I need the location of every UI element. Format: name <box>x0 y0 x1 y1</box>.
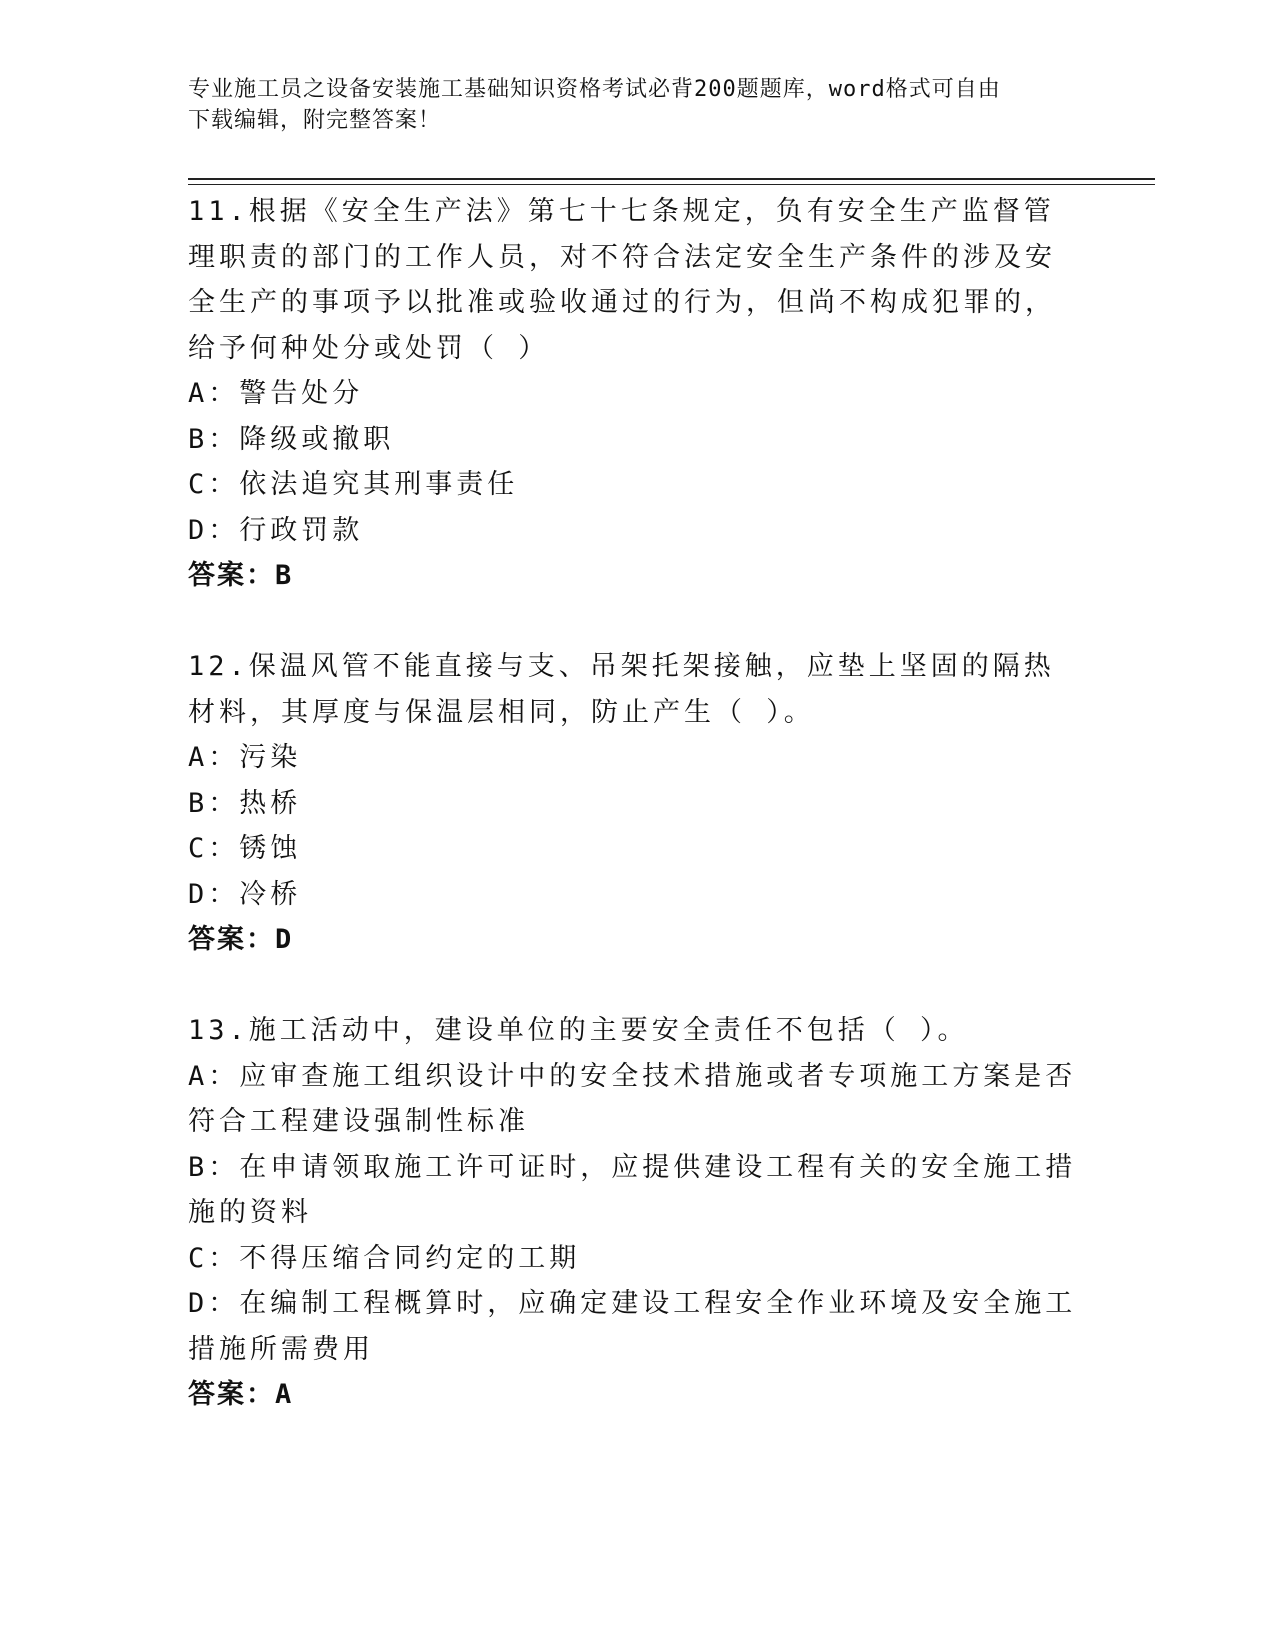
question-stem: 12.保温风管不能直接与支、吊架托架接触，应垫上坚固的隔热材料，其厚度与保温层相同，防止产生（ ）。 <box>188 651 1055 728</box>
option-c: C：不得压缩合同约定的工期 <box>188 1242 581 1274</box>
question-stem: 13.施工活动中，建设单位的主要安全责任不包括（ ）。 <box>188 1015 969 1046</box>
header-note <box>188 74 1068 136</box>
answer: 答案：D <box>188 924 294 955</box>
answer: 答案：A <box>188 1379 294 1410</box>
option-d: D：行政罚款 <box>188 514 364 546</box>
option-b: B：在申请领取施工许可证时，应提供建设工程有关的安全施工措施的资料 <box>188 1151 1077 1228</box>
option-d: D：冷桥 <box>188 878 302 910</box>
question-stem: 11.根据《安全生产法》第七十七条规定，负有安全生产监督管理职责的部门的工作人员，对不符合法定安全生产条件的涉及安全生产的事项予以批准或验收通过的行为，但尚不构成犯罪的，给予何种处分或处罚（ ） <box>188 196 1056 364</box>
header-note-line-1: 专业施工员之设备安装施工基础知识资格考试必背200题题库，word格式可自由 <box>188 77 1001 102</box>
question-11 <box>188 189 1078 599</box>
option-a: A：警告处分 <box>188 378 364 409</box>
option-d: D：在编制工程概算时，应确定建设工程安全作业环境及安全施工措施所需费用 <box>188 1288 1077 1365</box>
option-c: C：锈蚀 <box>188 833 302 864</box>
header-divider-thin <box>188 184 1155 185</box>
option-a: A：应审查施工组织设计中的安全技术措施或者专项施工方案是否符合工程建设强制性标准 <box>188 1060 1077 1137</box>
question-13 <box>188 1008 1078 1418</box>
question-12 <box>188 644 1078 963</box>
answer: 答案：B <box>188 560 294 591</box>
option-a: A：污染 <box>188 742 302 773</box>
option-b: B：降级或撤职 <box>188 423 395 455</box>
header-note-line-2: 下载编辑，附完整答案！ <box>188 108 442 133</box>
option-c: C：依法追究其刑事责任 <box>188 469 519 500</box>
option-b: B：热桥 <box>188 787 302 819</box>
header-divider-thick <box>188 178 1155 180</box>
